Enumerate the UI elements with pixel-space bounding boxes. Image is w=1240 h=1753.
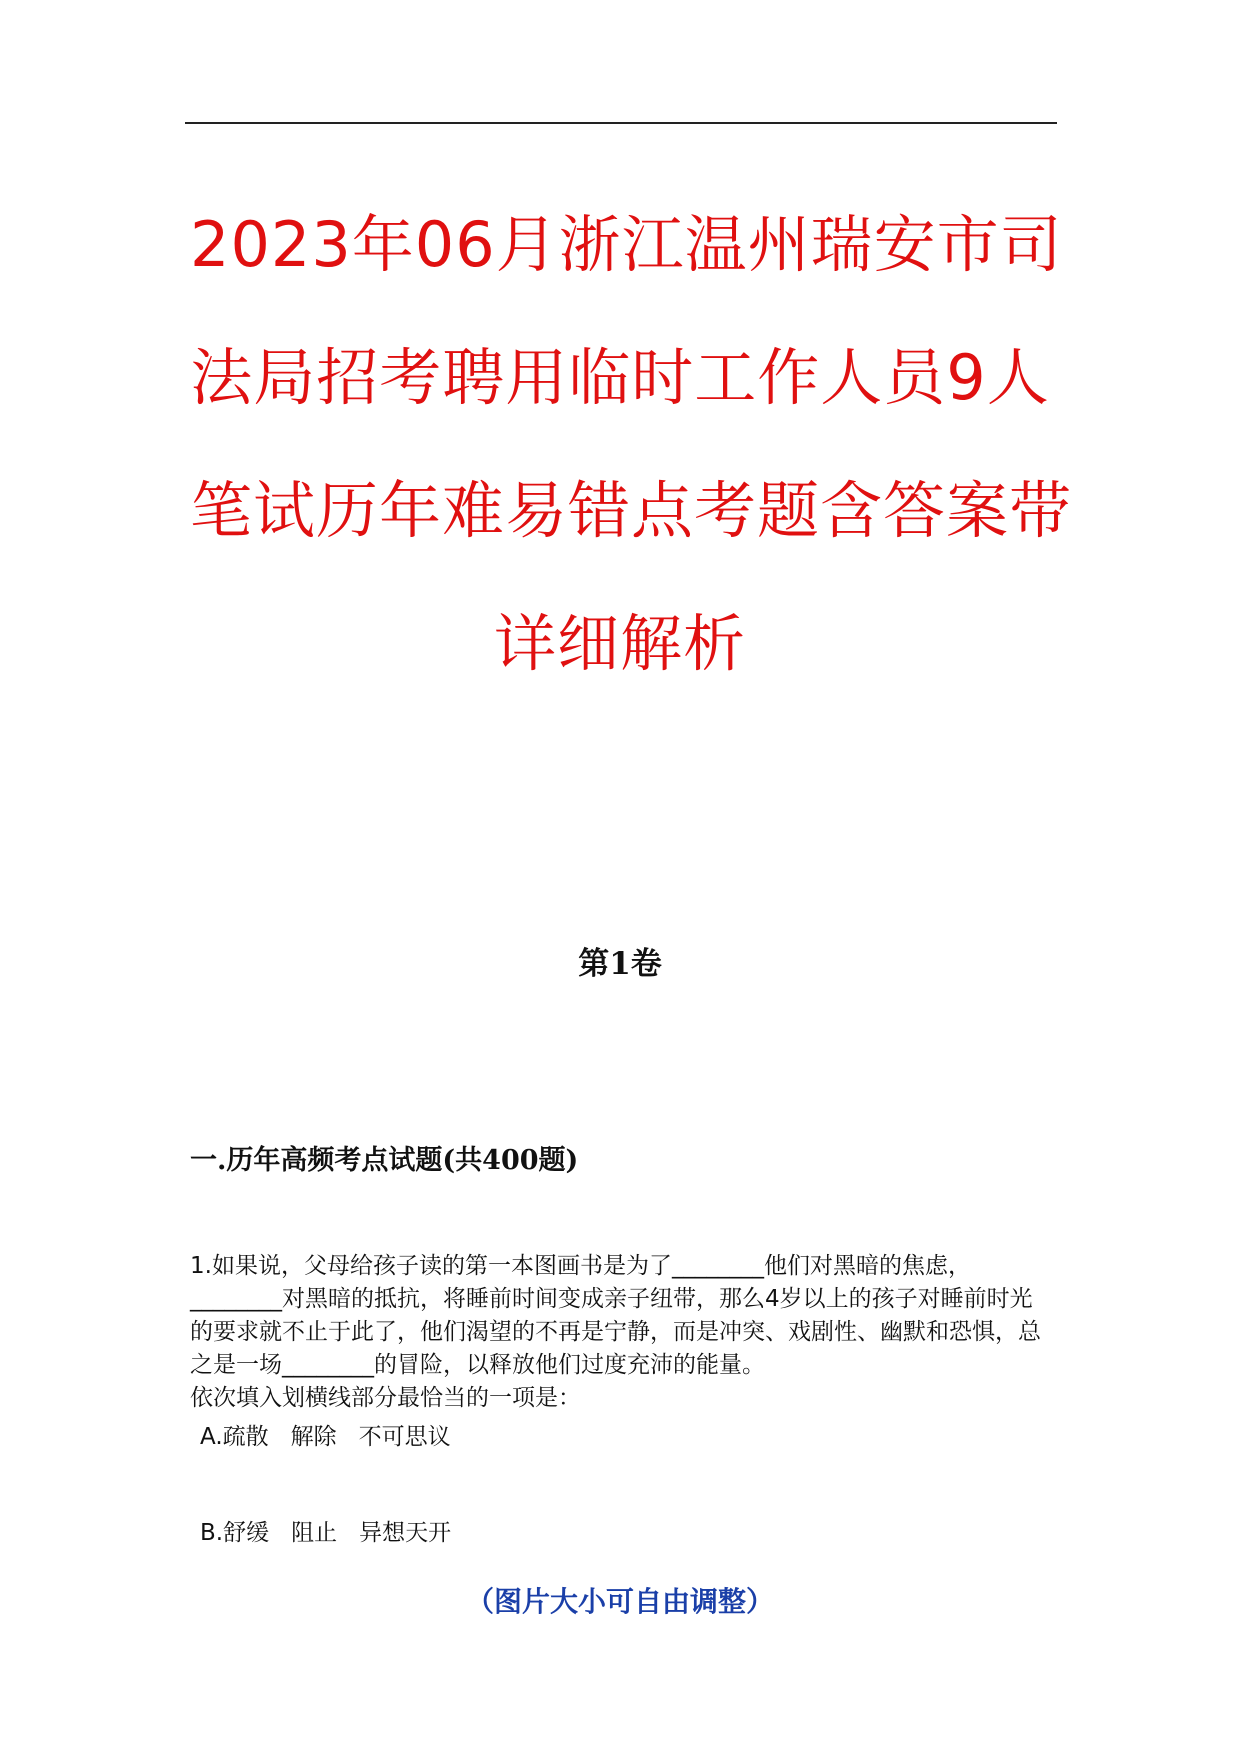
option-word: 异想天开 — [359, 1520, 452, 1546]
document-title — [190, 178, 1073, 710]
title-line: 法局招考聘用临时工作人员9人 — [190, 341, 1050, 414]
option-b — [200, 1514, 451, 1547]
question-prompt: 依次填入划横线部分最恰当的一项是： — [190, 1385, 581, 1411]
option-word: 舒缓 — [223, 1520, 270, 1546]
option-word: 不可思议 — [358, 1424, 451, 1450]
option-letter: B. — [200, 1520, 224, 1546]
question-1 — [190, 1250, 1050, 1415]
volume-label: 第1卷 — [578, 946, 662, 982]
title-line: 笔试历年难易错点考题含答案带 — [190, 474, 1073, 547]
image-caption: （图片大小可自由调整） — [465, 1585, 774, 1618]
header-rule — [185, 122, 1057, 124]
option-word: 解除 — [290, 1424, 337, 1450]
title-line: 2023年06月浙江温州瑞安市司 — [190, 208, 1063, 281]
option-a — [200, 1418, 451, 1451]
option-letter: A. — [200, 1424, 223, 1450]
title-line: 详细解析 — [493, 607, 746, 680]
section-heading: 一.历年高频考点试题(共400题) — [190, 1145, 579, 1176]
option-word: 疏散 — [222, 1424, 269, 1450]
question-text: 1.如果说，父母给孩子读的第一本图画书是为了________他们对黑暗的焦虑，________对黑暗的抵抗，将睡前时间变成亲子纽带，那么4岁以上的孩子对睡前时光的要求就不止于此了，他们渴望的不再是宁静，而是冲突、戏剧性、幽默和恐惧，总之是一场________的冒险，以释放他们过度充沛的能量。 — [190, 1253, 1041, 1378]
option-word: 阻止 — [291, 1520, 338, 1546]
